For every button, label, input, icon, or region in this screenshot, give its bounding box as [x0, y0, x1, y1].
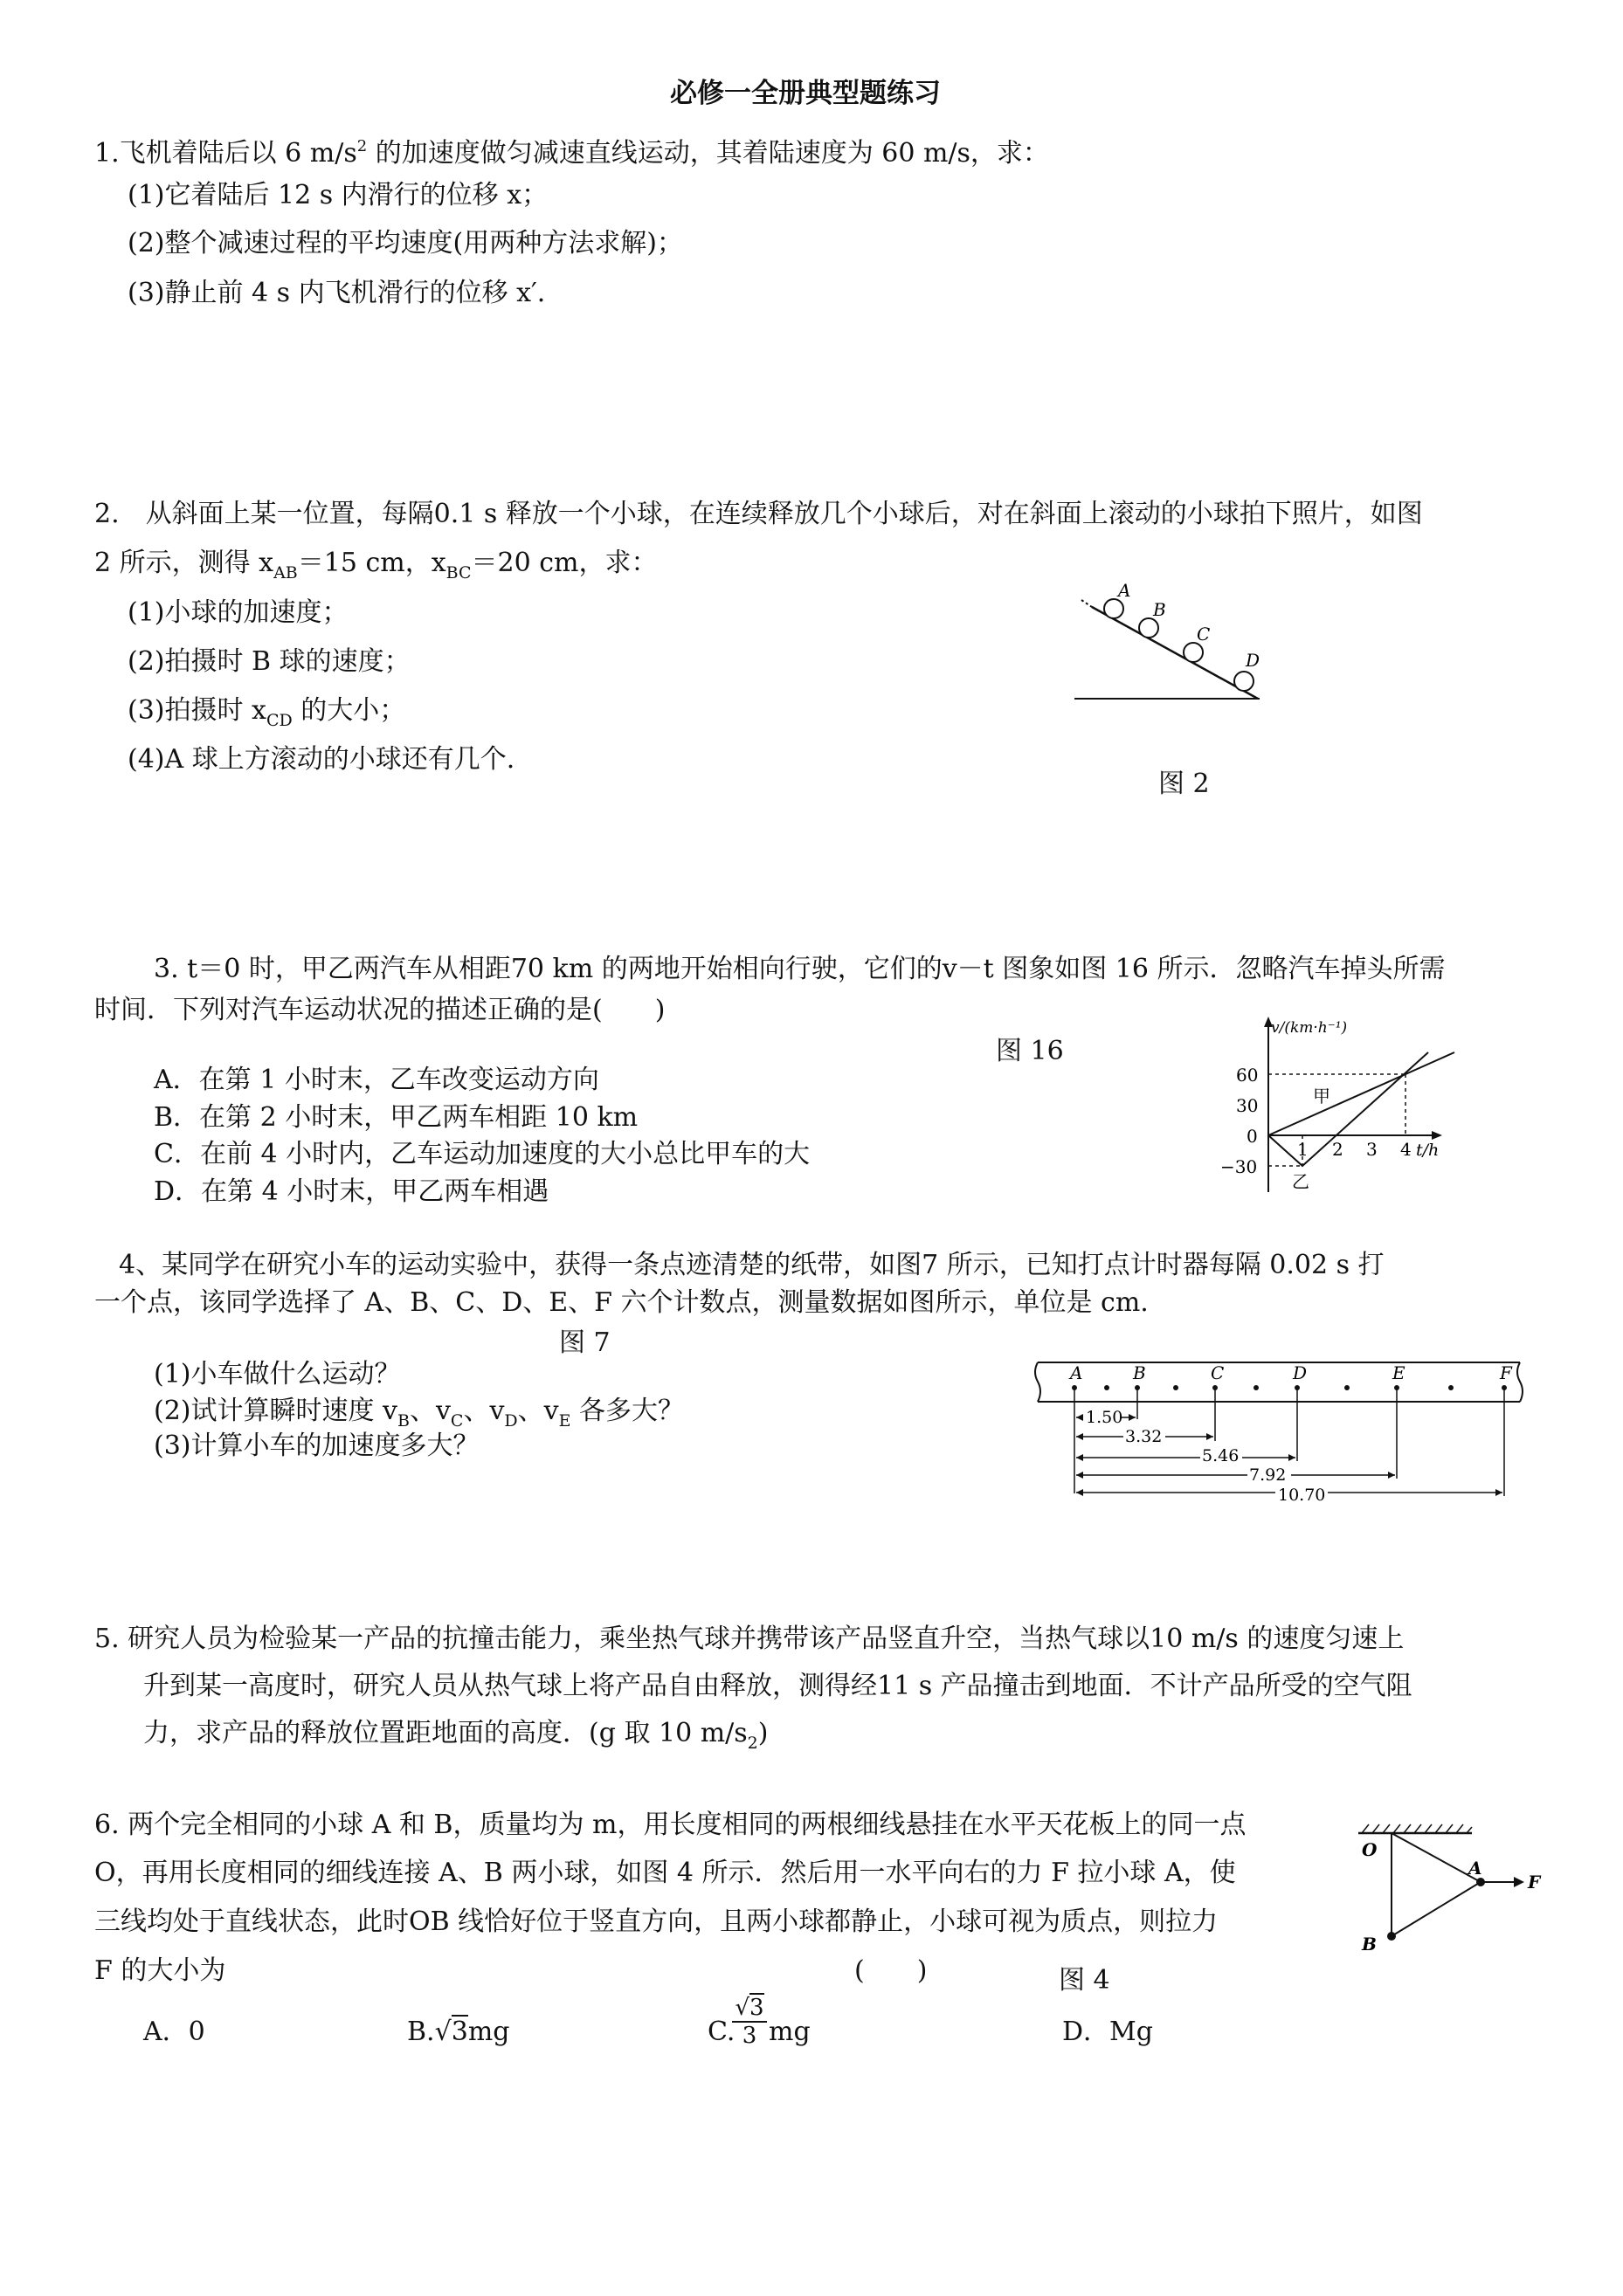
q3-option-d: D．在第 4 小时末，甲乙两车相遇 — [154, 1176, 549, 1207]
q5-sub: 2 — [747, 1734, 758, 1753]
q4-sub-b: B — [397, 1411, 410, 1431]
q4-line-2: 一个点，该同学选择了 A、B、C、D、E、F 六个计数点，测量数据如图所示，单位是 cm. — [94, 1287, 1149, 1318]
q2-sub-cd: CD — [266, 711, 293, 730]
q1-stem-a: 1.飞机着陆后以 6 m/s — [94, 138, 357, 169]
q4-p2-b: 、v — [409, 1396, 451, 1426]
q2-sub-ab: AB — [273, 563, 298, 583]
q6-option-b — [407, 2016, 509, 2049]
measure-ae: 7.92 — [1249, 1465, 1287, 1485]
hanging-balls-figure — [1350, 1821, 1559, 1969]
q2-part-4: (4)A 球上方滚动的小球还有几个. — [128, 744, 515, 775]
q1-part-2: (2)整个减速过程的平均速度(用两种方法求解)； — [128, 228, 683, 259]
ball-d — [1234, 672, 1254, 691]
tape-figure — [1031, 1349, 1529, 1507]
measure-ab: 1.50 — [1086, 1408, 1123, 1427]
q4-line-1: 4、某同学在研究小车的运动实验中，获得一条点迹清楚的纸带，如图7 所示，已知打点计时器每隔 0.02 s 打 — [119, 1250, 1385, 1280]
q5-line-2: 升到某一高度时，研究人员从热气球上将产品自由释放，测得经11 s 产品撞击到地面．不计产品所受的空气阻 — [143, 1671, 1412, 1701]
q4-sub-e: E — [558, 1411, 571, 1431]
incline-top-dash — [1081, 600, 1092, 607]
ball-b — [1139, 618, 1158, 638]
q6-opt-c-denominator: 3 — [742, 2023, 757, 2049]
ceiling-hatch — [1362, 1824, 1472, 1833]
t-axis-label: t/h — [1416, 1141, 1440, 1160]
q6-line-3: 三线均处于直线状态，此时OB 线恰好位于竖直方向，且两小球都静止，小球可视为质点，则拉力 — [94, 1906, 1219, 1937]
q6-option-a: A．0 — [143, 2017, 205, 2047]
q3-line-1: 3. t＝0 时，甲乙两汽车从相距70 km 的两地开始相向行驶，它们的v－t 图象如图 16 所示．忽略汽车掉头所需 — [154, 954, 1446, 984]
incline-figure — [1074, 581, 1284, 712]
tape-label-e: E — [1392, 1362, 1405, 1383]
q3-option-b: B．在第 2 小时末，甲乙两车相距 10 km — [154, 1102, 639, 1133]
xtick-2: 2 — [1332, 1139, 1343, 1160]
q6-opt-b-pre: B. — [407, 2017, 435, 2047]
q1-stem-b: 的加速度做匀减速直线运动，其着陆速度为 60 m/s，求： — [367, 138, 1049, 169]
force-f-arrowhead — [1514, 1877, 1524, 1887]
ball-label-d: D — [1246, 650, 1260, 671]
dot-bc — [1173, 1385, 1178, 1390]
xtick-1: 1 — [1297, 1139, 1309, 1160]
ytick-0: 0 — [1247, 1126, 1258, 1147]
v-axis-label: v/(km·h⁻¹) — [1271, 1019, 1348, 1037]
q2-p3-a: (3)拍摄时 x — [128, 695, 266, 726]
q4-p2-e: 各多大？ — [570, 1396, 685, 1426]
q3-option-c: C．在前 4 小时内，乙车运动加速度的大小总比甲车的大 — [154, 1139, 811, 1169]
t-axis-arrow — [1432, 1131, 1442, 1140]
vt-graph — [1219, 1013, 1472, 1201]
tape-label-f: F — [1500, 1362, 1512, 1383]
incline-line — [1092, 607, 1258, 699]
q1-part-3: (3)静止前 4 s 内飞机滑行的位移 x′． — [128, 278, 563, 308]
fig7-caption: 图 7 — [559, 1327, 611, 1358]
tape-label-d: D — [1293, 1362, 1308, 1383]
q2-part-3 — [128, 694, 405, 737]
measure-af: 10.70 — [1278, 1486, 1326, 1505]
q6-opt-b-root: 3 — [451, 2017, 468, 2047]
q1-stem — [94, 130, 1049, 170]
tape-label-b: B — [1133, 1362, 1146, 1383]
label-o: O — [1362, 1839, 1378, 1860]
fig4-caption: 图 4 — [1059, 1965, 1110, 1996]
q6-line-4: F 的大小为 — [94, 1955, 226, 1986]
q6-line-1: 6. 两个完全相同的小球 A 和 B，质量均为 m，用长度相同的两根细线悬挂在水平天花板上的同一点 — [94, 1810, 1247, 1840]
tape-right-edge — [1517, 1362, 1523, 1402]
q2-line2-b: ＝15 cm，x — [297, 548, 446, 578]
q5-line3-b: ) — [757, 1718, 769, 1748]
q4-p2-d: 、v — [517, 1396, 559, 1426]
q2-line-1: 2. 从斜面上某一位置，每隔0.1 s 释放一个小球，在连续释放几个小球后，对在斜面上滚动的小球拍下照片，如图 — [94, 499, 1423, 529]
ball-label-b: B — [1153, 599, 1166, 620]
label-yi: 乙 — [1292, 1171, 1309, 1192]
q6-option-c — [708, 2016, 735, 2049]
q6-line-2: O，再用长度相同的细线连接 A、B 两小球，如图 4 所示．然后用一水平向右的力 F 拉小球 A，使 — [94, 1858, 1236, 1888]
label-jia: 甲 — [1313, 1086, 1330, 1107]
xtick-3: 3 — [1366, 1139, 1378, 1160]
q2-part-1: (1)小球的加速度； — [128, 597, 349, 628]
ball-a-hanging — [1476, 1878, 1485, 1886]
string-ab — [1392, 1882, 1481, 1936]
q3-line-2: 时间．下列对汽车运动状况的描述正确的是( ) — [94, 995, 666, 1025]
q6-opt-c-post: mg — [769, 2017, 811, 2047]
xtick-4: 4 — [1400, 1139, 1412, 1160]
tape-left-edge — [1035, 1362, 1040, 1402]
q1-part-1: (1)它着陆后 12 s 内滑行的位移 x； — [128, 180, 549, 210]
q5-line-1: 5. 研究人员为检验某一产品的抗撞击能力，乘坐热气球并携带该产品竖直升空，当热气球以10 m/s 的速度匀速上 — [94, 1624, 1405, 1654]
ball-label-a: A — [1118, 581, 1131, 601]
q2-line2-c: ＝20 cm，求： — [471, 548, 658, 578]
ball-b-hanging — [1387, 1932, 1396, 1941]
line-jia — [1268, 1052, 1454, 1135]
label-a: A — [1468, 1858, 1482, 1879]
q1-stem-sup: 2 — [356, 137, 368, 155]
q4-p2-a: (2)试计算瞬时速度 v — [154, 1396, 397, 1426]
q2-part-2: (2)拍摄时 B 球的速度； — [128, 646, 411, 677]
ytick-30: 30 — [1236, 1095, 1259, 1116]
q2-line-2 — [94, 547, 657, 590]
ball-label-c: C — [1197, 624, 1211, 645]
ytick-neg30: −30 — [1220, 1156, 1258, 1177]
label-b: B — [1362, 1934, 1377, 1955]
label-f: F — [1528, 1872, 1541, 1893]
q6-answer-paren: ( ) — [854, 1955, 928, 1986]
string-oa — [1392, 1833, 1481, 1882]
dim-ad — [1076, 1454, 1295, 1461]
q4-sub-c: C — [450, 1411, 464, 1431]
ball-c — [1184, 643, 1203, 662]
q6-opt-c-fraction — [732, 1995, 767, 2049]
page-title: 必修一全册典型题练习 — [670, 78, 941, 109]
q3-option-a: A．在第 1 小时末，乙车改变运动方向 — [154, 1065, 599, 1095]
fig2-caption: 图 2 — [1158, 769, 1210, 799]
sqrt-sign-b: √ — [434, 2017, 452, 2047]
q2-p3-b: 的大小； — [292, 695, 406, 726]
q6-opt-c-numerator: √3 — [732, 1995, 767, 2023]
tape-label-c: C — [1211, 1362, 1225, 1383]
q6-opt-c-pre: C. — [708, 2017, 736, 2047]
ball-a — [1104, 599, 1123, 618]
dot-ab — [1104, 1385, 1109, 1390]
q6-opt-b-post: mg — [467, 2017, 510, 2047]
q4-sub-d: D — [504, 1411, 518, 1431]
q4-part-1: (1)小车做什么运动？ — [154, 1359, 401, 1389]
tape-label-a: A — [1070, 1362, 1083, 1383]
q2-line2-a: 2 所示，测得 x — [94, 548, 274, 578]
measure-ac: 3.32 — [1125, 1427, 1163, 1446]
q4-part-3: (3)计算小车的加速度多大？ — [154, 1431, 480, 1461]
measure-ad: 5.46 — [1202, 1446, 1240, 1465]
q6-option-d: D．Mg — [1062, 2017, 1153, 2047]
ytick-60: 60 — [1236, 1065, 1259, 1086]
dot-de — [1344, 1385, 1350, 1390]
q2-sub-bc: BC — [445, 563, 472, 583]
q5-line3-a: 力，求产品的释放位置距地面的高度．(g 取 10 m/s — [143, 1718, 748, 1748]
q4-p2-c: 、v — [463, 1396, 505, 1426]
dim-ae — [1076, 1472, 1395, 1479]
dot-ef — [1448, 1385, 1454, 1390]
q5-line-3 — [143, 1717, 768, 1760]
dot-cd — [1254, 1385, 1259, 1390]
fig16-caption: 图 16 — [996, 1036, 1064, 1066]
